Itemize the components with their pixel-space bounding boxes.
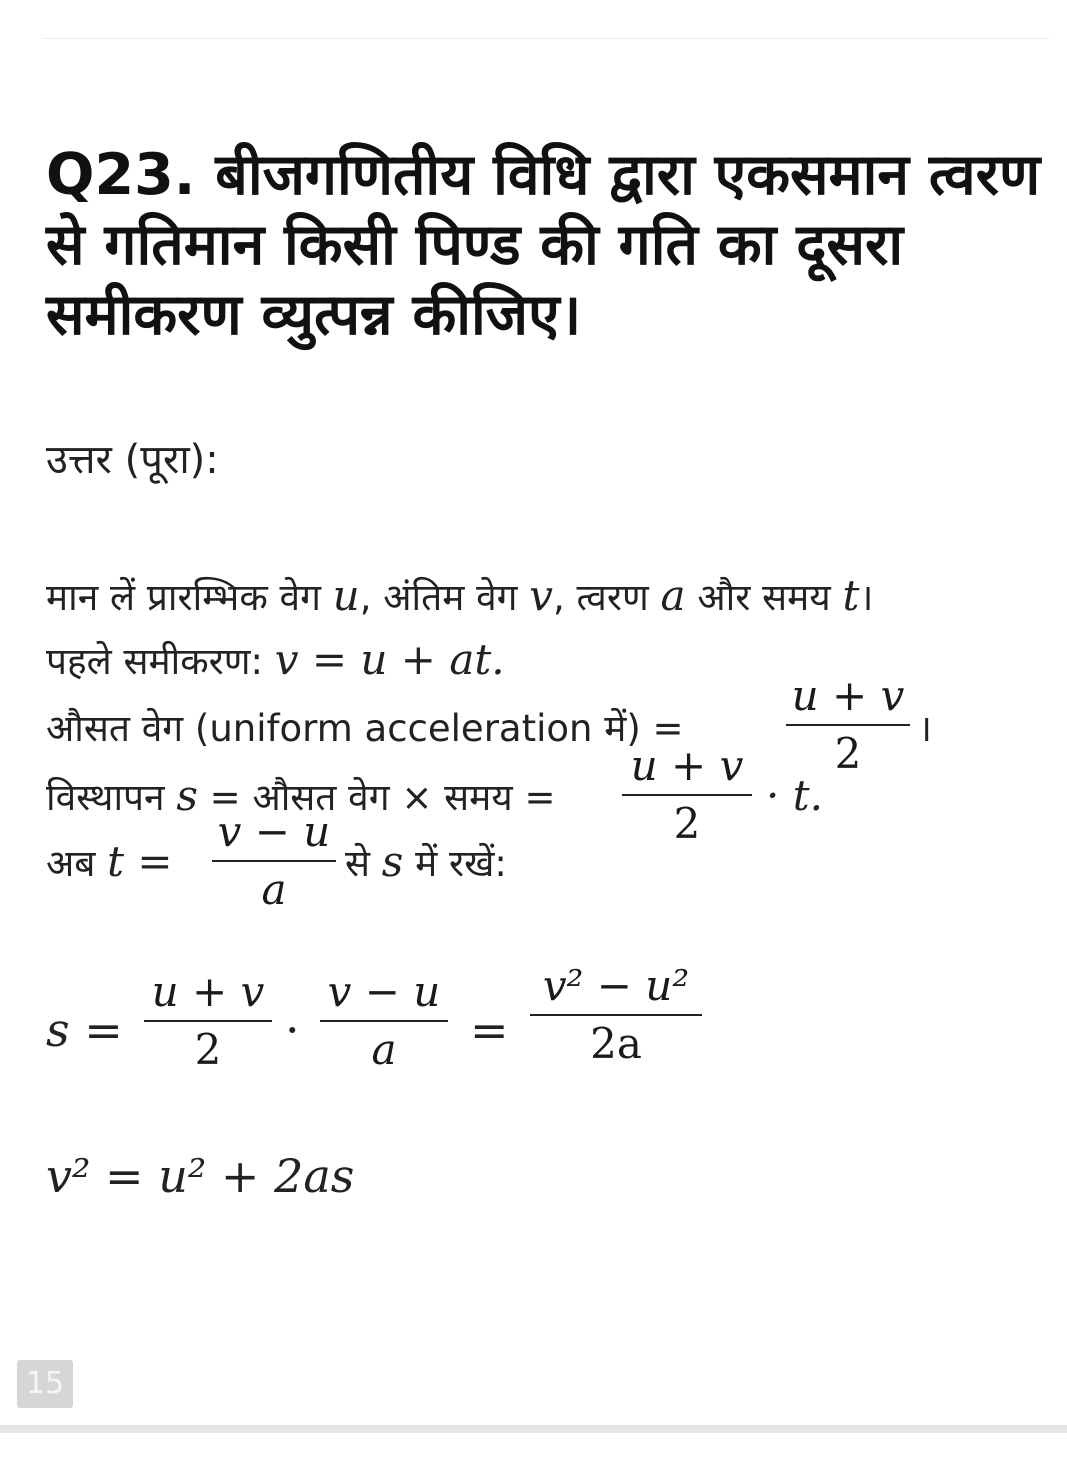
line5-label: अब [46, 842, 108, 885]
line1-text-5: । [859, 576, 874, 619]
answer-line-3 [46, 705, 684, 753]
line4-label: विस्थापन [46, 776, 177, 819]
line1-text-2: , अंतिम वेग [359, 576, 530, 619]
eq1-f1-numerator: u + v [151, 967, 265, 1016]
displacement-denominator: 2 [673, 799, 701, 848]
eq1-f1-denominator: 2 [194, 1025, 222, 1074]
line5-rest-2: में रखें: [403, 842, 507, 885]
time-numerator: v − u [217, 807, 331, 856]
avg-velocity-numerator: u + v [791, 671, 905, 720]
line5-rest-1: से [345, 842, 382, 885]
fraction-bar [144, 1020, 272, 1022]
bottom-bar [0, 1425, 1067, 1433]
fraction-bar [212, 860, 336, 862]
var-v: v [529, 571, 553, 620]
eq1-fraction-1 [144, 968, 272, 1074]
answer-line-2 [46, 636, 505, 686]
eq1-dot: · [285, 1003, 300, 1057]
eq1-fraction-3 [530, 962, 702, 1068]
displacement-numerator: u + v [630, 741, 744, 790]
eq1-equals: = [470, 1003, 509, 1057]
line1-text-3: , त्वरण [552, 576, 661, 619]
eq1-f2-denominator: a [371, 1025, 397, 1074]
fraction-bar [622, 794, 752, 796]
line1-text-1: मान लें प्रारम्भिक वेग [46, 576, 333, 619]
line4-tail: · t. [766, 771, 823, 820]
var-s-2: s [381, 837, 404, 886]
line2-label: पहले समीकरण: [46, 640, 275, 683]
answer-heading: उत्तर (पूरा): [46, 437, 219, 483]
first-equation: v = u + at. [274, 635, 505, 684]
line3-end: । [918, 707, 933, 750]
answer-line-1 [46, 572, 873, 622]
eq1-f3-numerator: v² − u² [542, 961, 690, 1010]
displacement-fraction [622, 742, 752, 848]
top-divider [42, 38, 1049, 39]
avg-velocity-denominator: 2 [834, 729, 862, 778]
eq1-f2-numerator: v − u [327, 967, 441, 1016]
line3-label: औसत वेग (uniform acceleration में) = [46, 707, 684, 750]
fraction-bar [320, 1020, 448, 1022]
avg-velocity-fraction [786, 672, 910, 778]
eq1-lhs: s = [46, 1003, 123, 1057]
fraction-bar [530, 1014, 702, 1016]
time-fraction [212, 808, 336, 914]
var-u: u [332, 571, 360, 620]
answer-line-5-rest [345, 838, 507, 888]
var-t: t [842, 571, 860, 620]
second-equation-of-motion: v² = u² + 2as [46, 1149, 355, 1203]
line1-text-4: और समय [685, 576, 843, 619]
var-a: a [660, 571, 686, 620]
line4-mid: = औसत वेग × समय = [197, 776, 556, 819]
question-title: Q23. बीजगणितीय विधि द्वारा एकसमान त्वरण से गतिमान किसी पिण्ड की गति का दूसरा समीकरण व्युत्पन्न कीजिए। [46, 142, 1041, 348]
page-number-badge: 15 [17, 1360, 73, 1408]
t-equals: t = [107, 837, 173, 886]
answer-line-5-label [46, 838, 173, 888]
fraction-bar [786, 724, 910, 726]
var-s: s [176, 771, 198, 820]
eq1-f3-denominator: 2a [590, 1019, 642, 1068]
eq1-fraction-2 [320, 968, 448, 1074]
time-denominator: a [261, 865, 287, 914]
